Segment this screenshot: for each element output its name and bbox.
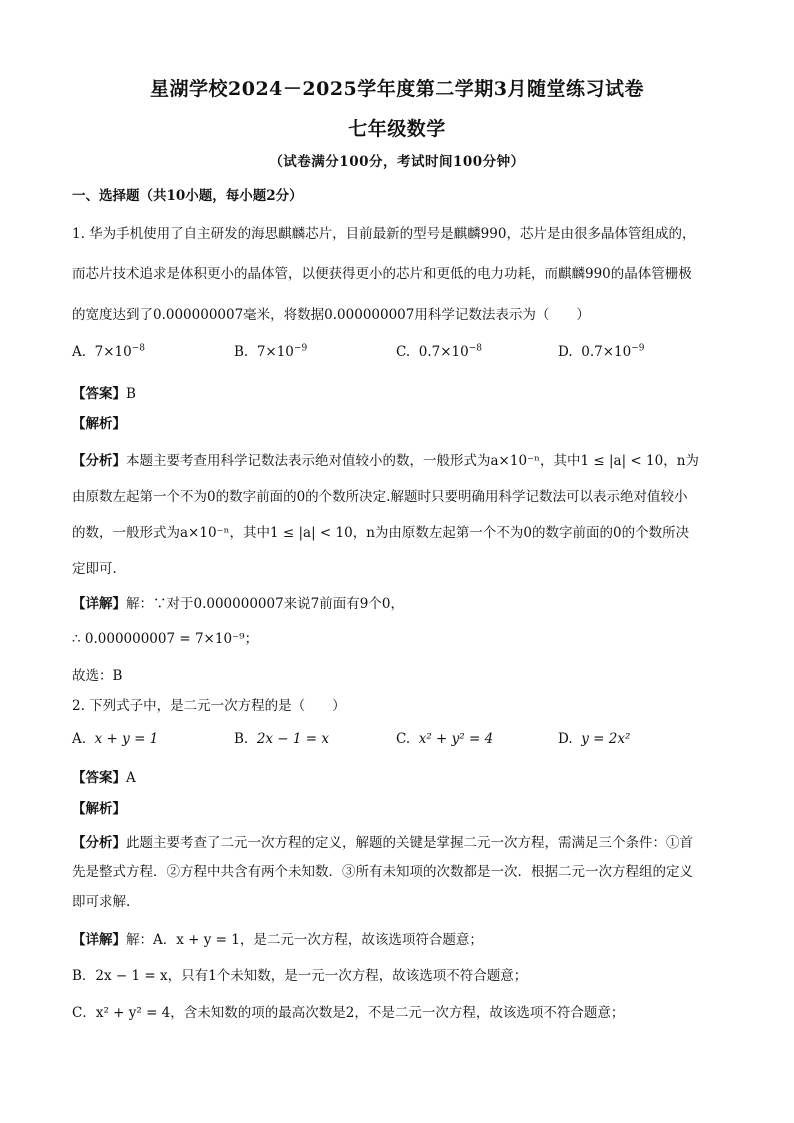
q1-option-d-label: D.: [558, 344, 573, 360]
q2-option-c-label: C.: [396, 731, 411, 747]
exam-title: 星湖学校2024－2025学年度第二学期3月随堂练习试卷: [150, 78, 644, 100]
q2-detail-text-a: 解：A．x + y = 1，是二元一次方程，故该选项符合题意；: [126, 932, 483, 948]
q1-option-b: [234, 344, 307, 360]
q1-option-a-label: A.: [72, 344, 87, 360]
q1-option-c-base: 0.7×10: [418, 344, 469, 360]
q1-option-b-base: 7×10: [256, 344, 294, 360]
q1-fenxi-line4: 定即可.: [72, 561, 117, 577]
q1-option-a-base: 7×10: [94, 344, 132, 360]
q1-fenxi-text1: 本题主要考查用科学记数法表示绝对值较小的数，一般形式为a×10⁻ⁿ，其中1 ≤ |a| < 10，n为: [126, 453, 699, 469]
q1-stem-line3: 的宽度达到了0.000000007毫米，将数据0.000000007用科学记数法表示为（ ）: [72, 307, 590, 323]
q2-option-b: [234, 731, 329, 747]
q2-option-b-expr: 2x − 1 = x: [256, 731, 330, 747]
q1-option-d-base: 0.7×10: [581, 344, 632, 360]
q1-answer-tag: 【答案】: [72, 386, 126, 402]
q2-option-d-expr: y = 2x²: [581, 731, 631, 747]
q2-detail-line-a: [72, 928, 483, 948]
q1-analysis-tag: 【解析】: [72, 416, 126, 432]
q1-option-a-exp: −8: [131, 343, 146, 354]
q1-detail-text1: 解：∵对于0.000000007来说7前面有9个0，: [126, 596, 404, 612]
section-heading: 一、选择题（共10小题，每小题2分）: [72, 188, 303, 204]
q2-option-b-label: B.: [234, 731, 249, 747]
q1-detail-line1: [72, 592, 404, 612]
q2-answer-value: A: [126, 770, 136, 786]
q2-analysis-tag: 【解析】: [72, 801, 126, 817]
q1-fenxi-line3: 的数，一般形式为a×10⁻ⁿ，其中1 ≤ |a| < 10，n为由原数左起第一个不为0的数字前面的0的个数所决: [72, 525, 690, 541]
q1-detail-line2: ∴ 0.000000007 = 7×10⁻⁹；: [72, 631, 259, 647]
q1-choice: 故选：B: [72, 668, 123, 684]
q1-detail-tag: 【详解】: [72, 596, 126, 612]
exam-note: （试卷满分100分，考试时间100分钟）: [269, 154, 525, 170]
q1-answer: [72, 382, 136, 402]
q2-fenxi-line2: 先是整式方程．②方程中共含有两个未知数．③所有未知项的次数都是一次．根据二元一次方程组的定义: [72, 864, 693, 880]
q2-option-a: [72, 731, 158, 747]
q2-detail-line-c: C．x² + y² = 4，含未知数的项的最高次数是2，不是二元一次方程，故该选项不符合题意；: [72, 1005, 625, 1021]
q2-fenxi-text1: 此题主要考查了二元一次方程的定义，解题的关键是掌握二元一次方程，需满足三个条件：①首: [126, 835, 693, 851]
q2-fenxi-line1: [72, 831, 693, 851]
q1-fenxi-line1: [72, 449, 699, 469]
q1-option-b-label: B.: [234, 344, 249, 360]
q1-option-d: [558, 344, 644, 360]
q2-detail-line-b: B．2x − 1 = x，只有1个未知数，是一元一次方程，故该选项不符合题意；: [72, 968, 528, 984]
q2-detail-tag: 【详解】: [72, 932, 126, 948]
q2-option-c-expr: x² + y² = 4: [418, 731, 494, 747]
q1-answer-value: B: [126, 386, 136, 402]
exam-subtitle: 七年级数学: [348, 118, 446, 140]
q2-fenxi-tag: 【分析】: [72, 835, 126, 851]
q1-stem-line2: 而芯片技术追求是体积更小的晶体管，以便获得更小的芯片和更低的电力功耗，而麒麟990的晶体管栅极: [72, 266, 692, 282]
q2-option-a-expr: x + y = 1: [94, 731, 159, 747]
q1-option-c-exp: −8: [468, 343, 482, 354]
q1-option-b-exp: −9: [293, 343, 308, 354]
q2-option-d-label: D.: [558, 731, 573, 747]
q2-answer-tag: 【答案】: [72, 770, 126, 786]
q2-answer: [72, 766, 136, 786]
q1-option-d-exp: −9: [631, 343, 645, 354]
q1-option-c: [396, 344, 482, 360]
q2-fenxi-line3: 即可求解.: [72, 894, 131, 910]
q2-option-a-label: A.: [72, 731, 87, 747]
q2-stem: 2. 下列式子中，是二元一次方程的是（ ）: [72, 698, 346, 714]
q1-fenxi-tag: 【分析】: [72, 453, 126, 469]
q2-option-d: [558, 731, 630, 747]
q1-option-a: [72, 344, 145, 360]
q1-fenxi-line2: 由原数左起第一个不为0的数字前面的0的个数所决定.解题时只要明确用科学记数法可以表示绝对值较小: [72, 489, 688, 505]
q1-stem-line1: 1. 华为手机使用了自主研发的海思麒麟芯片，目前最新的型号是麒麟990，芯片是由很多晶体管组成的，: [72, 226, 696, 242]
q1-option-c-label: C.: [396, 344, 411, 360]
q2-option-c: [396, 731, 493, 747]
